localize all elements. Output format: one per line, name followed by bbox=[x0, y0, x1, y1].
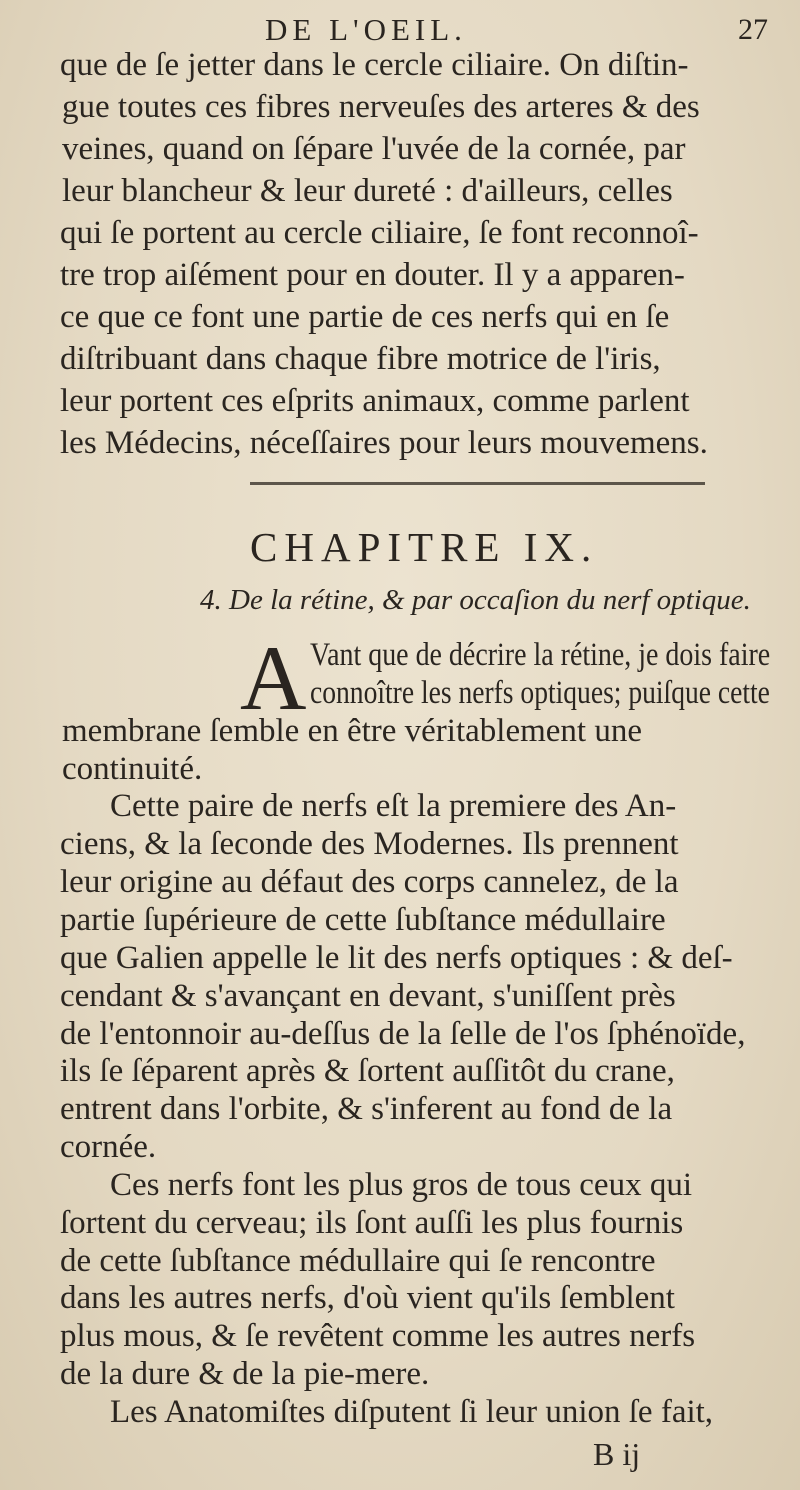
separator-rule bbox=[250, 482, 705, 485]
signature-mark: B ij bbox=[593, 1436, 641, 1472]
text-line: qui ſe portent au cercle ciliaire, ſe font reconnoî- bbox=[60, 215, 699, 251]
running-title: DE L'OEIL. bbox=[265, 12, 467, 47]
text-line: ciens, & la ſeconde des Modernes. Ils prennent bbox=[60, 826, 679, 862]
text-line: les Médecins, néceſſaires pour leurs mouvemens. bbox=[60, 425, 708, 461]
text-line: leur blancheur & leur dureté : d'ailleurs, celles bbox=[62, 173, 673, 209]
text-line: de la dure & de la pie-mere. bbox=[60, 1356, 430, 1392]
text-line: gue toutes ces fibres nerveuſes des arteres & des bbox=[62, 89, 700, 125]
chapter-subtitle: 4. De la rétine, & par occaſion du nerf optique. bbox=[200, 584, 751, 616]
text-line: connoître les nerfs optiques; puiſque cette bbox=[310, 675, 770, 711]
text-line: cornée. bbox=[60, 1129, 157, 1165]
text-line: que Galien appelle le lit des nerfs optiques : & deſ- bbox=[60, 940, 733, 976]
drop-cap: A bbox=[240, 627, 307, 729]
text-line: continuité. bbox=[62, 751, 203, 787]
text-line: que de ſe jetter dans le cercle ciliaire. On diſtin- bbox=[60, 47, 689, 83]
text-line: ce que ce font une partie de ces nerfs qui en ſe bbox=[60, 299, 670, 335]
text-line: ils ſe ſéparent après & ſortent auſſitôt du crane, bbox=[60, 1053, 675, 1089]
text-line: Les Anatomiſtes diſputent ſi leur union ſe fait, bbox=[110, 1394, 714, 1430]
text-line: leur portent ces eſprits animaux, comme parlent bbox=[60, 383, 690, 419]
text-line: cendant & s'avançant en devant, s'uniſſent près bbox=[60, 978, 676, 1014]
text-line: dans les autres nerfs, d'où vient qu'ils ſemblent bbox=[60, 1280, 675, 1316]
text-line: entrent dans l'orbite, & s'inferent au fond de la bbox=[60, 1091, 673, 1127]
text-line: plus mous, & ſe revêtent comme les autres nerfs bbox=[60, 1318, 696, 1354]
text-line: de l'entonnoir au-deſſus de la ſelle de l'os ſphénoïde, bbox=[60, 1016, 746, 1052]
text-line: de cette ſubſtance médullaire qui ſe rencontre bbox=[60, 1243, 656, 1279]
text-line: ſortent du cerveau; ils ſont auſſi les plus fournis bbox=[60, 1205, 684, 1241]
text-line: veines, quand on ſépare l'uvée de la cornée, par bbox=[62, 131, 686, 167]
chapter-heading: CHAPITRE IX. bbox=[250, 524, 599, 570]
text-line: Ces nerfs font les plus gros de tous ceux qui bbox=[110, 1167, 692, 1203]
text-line: membrane ſemble en être véritablement une bbox=[62, 713, 642, 749]
text-line: Vant que de décrire la rétine, je dois faire bbox=[310, 637, 771, 673]
text-line: leur origine au défaut des corps cannelez, de la bbox=[60, 864, 679, 900]
text-line: partie ſupérieure de cette ſubſtance médullaire bbox=[60, 902, 666, 938]
page-number: 27 bbox=[738, 13, 768, 46]
text-line: Cette paire de nerfs eſt la premiere des An- bbox=[110, 788, 677, 824]
text-line: tre trop aiſément pour en douter. Il y a apparen- bbox=[60, 257, 685, 293]
text-line: diſtribuant dans chaque fibre motrice de l'iris, bbox=[60, 341, 661, 377]
